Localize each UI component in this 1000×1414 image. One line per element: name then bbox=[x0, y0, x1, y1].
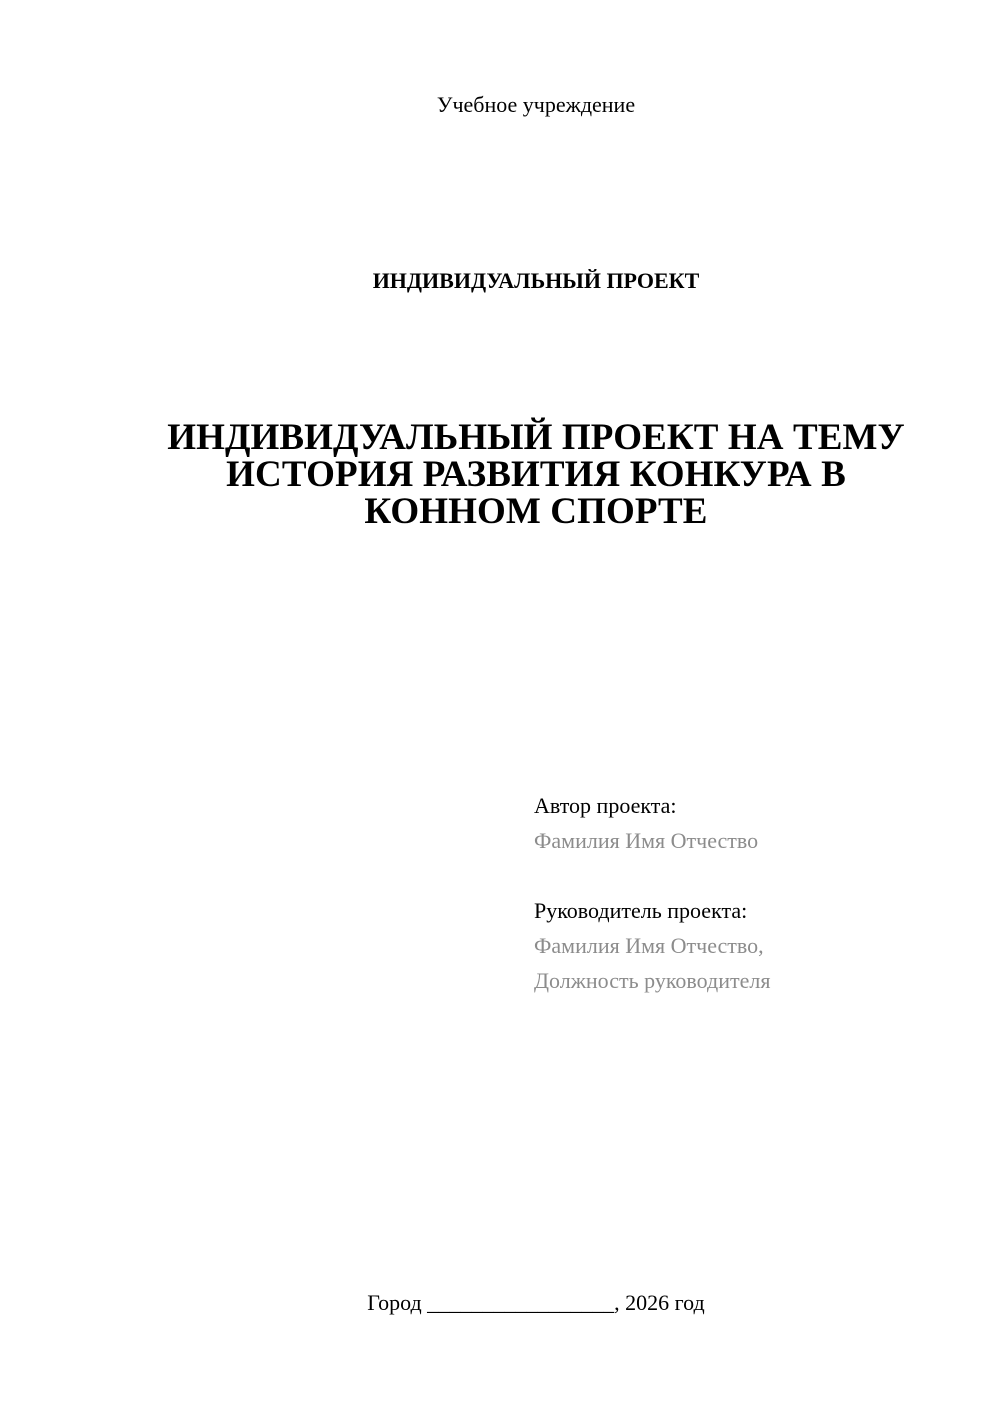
author-label: Автор проекта: bbox=[534, 793, 677, 818]
title-line: ИСТОРИЯ РАЗВИТИЯ КОНКУРА В bbox=[226, 454, 846, 495]
spacer bbox=[534, 858, 974, 893]
institution-name: Учебное учреждение bbox=[436, 92, 636, 117]
project-info bbox=[534, 788, 974, 998]
author-name: Фамилия Имя Отчество bbox=[534, 828, 759, 853]
title-line: КОННОМ СПОРТЕ bbox=[364, 491, 708, 532]
supervisor-position: Должность руководителя bbox=[534, 968, 771, 993]
supervisor-label: Руководитель проекта: bbox=[534, 898, 748, 923]
project-title bbox=[140, 419, 932, 530]
city-year-line: Город _________________, 2026 год bbox=[367, 1290, 705, 1315]
supervisor-name: Фамилия Имя Отчество, bbox=[534, 933, 764, 958]
title-line: ИНДИВИДУАЛЬНЫЙ ПРОЕКТ НА ТЕМУ bbox=[167, 417, 905, 458]
document-type: ИНДИВИДУАЛЬНЫЙ ПРОЕКТ bbox=[372, 268, 700, 293]
